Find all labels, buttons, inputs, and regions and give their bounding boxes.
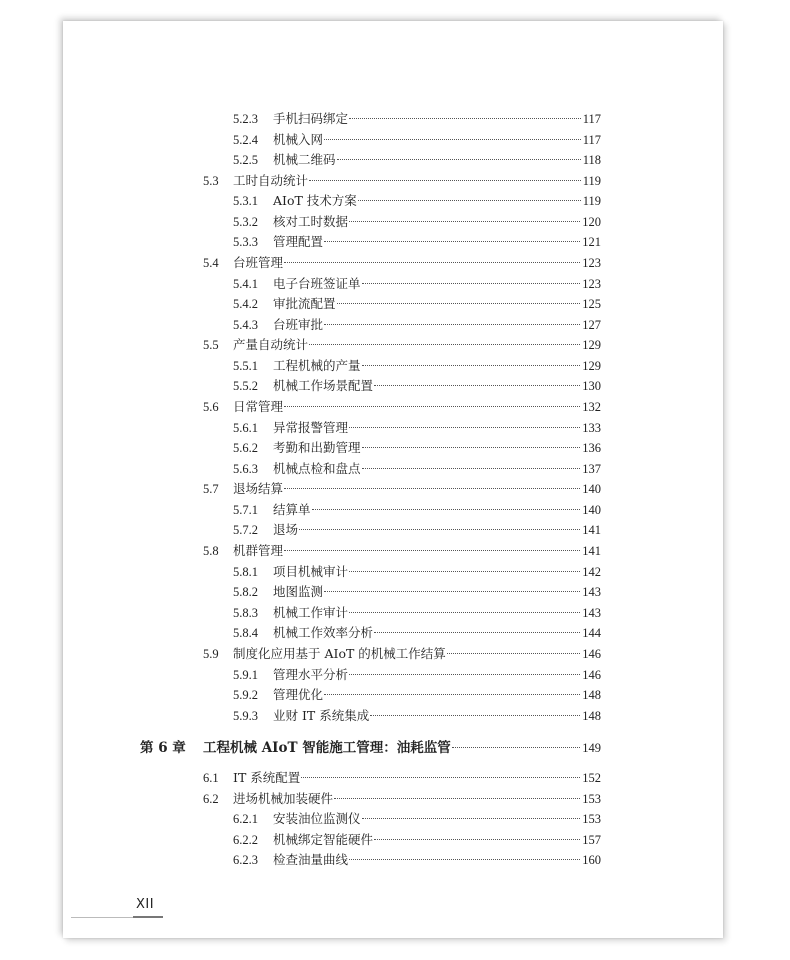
toc-entry-number: 5.3.1	[233, 194, 258, 208]
dot-leader	[349, 612, 580, 613]
toc-section-entry	[203, 645, 601, 663]
toc-subsection-entry	[233, 357, 601, 375]
toc-subsection-entry	[233, 563, 601, 581]
toc-section-entry	[203, 480, 601, 498]
toc-subsection-entry	[233, 439, 601, 457]
toc-entry-title: 台班审批	[273, 317, 324, 332]
toc-entry-number: 6.2.3	[233, 853, 258, 867]
toc-entry-number: 5.8.1	[233, 565, 258, 579]
toc-entry-title: 异常报警管理	[273, 420, 349, 435]
toc-entry-page-number: 144	[582, 626, 601, 640]
dot-leader	[309, 344, 580, 345]
toc-entry-title: 进场机械加装硬件	[233, 791, 334, 806]
toc-subsection-entry	[233, 851, 601, 869]
table-of-contents	[63, 21, 723, 938]
toc-entry-title: 管理优化	[273, 687, 324, 702]
toc-entry-page-number: 142	[582, 565, 601, 579]
toc-section-entry	[203, 542, 601, 560]
toc-entry-title: 工程机械的产量	[273, 358, 361, 373]
toc-entry-page-number: 160	[582, 853, 601, 867]
dot-leader	[452, 747, 581, 748]
toc-entry-number: 5.5.2	[233, 379, 258, 393]
toc-entry-title: 手机扫码绑定	[273, 111, 349, 126]
toc-entry-page-number: 117	[582, 112, 601, 126]
toc-entry-page-number: 123	[582, 256, 601, 270]
toc-entry-title: 日常管理	[233, 399, 284, 414]
toc-entry-page-number: 119	[582, 194, 601, 208]
toc-subsection-entry	[233, 686, 601, 704]
toc-entry-title: 管理水平分析	[273, 667, 349, 682]
toc-entry-number: 5.9.3	[233, 709, 258, 723]
toc-entry-page-number: 153	[582, 812, 601, 826]
toc-entry-page-number: 136	[582, 441, 601, 455]
toc-entry-page-number: 127	[582, 318, 601, 332]
footer-rule-thin	[71, 917, 133, 918]
toc-entry-number: 5.5	[203, 338, 219, 352]
dot-leader	[362, 283, 581, 284]
toc-entry-title: 核对工时数据	[273, 214, 349, 229]
toc-entry-number: 5.6.2	[233, 441, 258, 455]
toc-entry-title: IT 系统配置	[233, 770, 301, 785]
toc-entry-page-number: 118	[582, 153, 601, 167]
toc-entry-title: 机械绑定智能硬件	[273, 832, 374, 847]
toc-entry-page-number: 143	[582, 585, 601, 599]
dot-leader	[312, 509, 581, 510]
toc-entry-page-number: 129	[582, 338, 601, 352]
dot-leader	[349, 674, 580, 675]
toc-entry-page-number: 143	[582, 606, 601, 620]
toc-section-entry	[203, 336, 601, 354]
toc-entry-number: 6.2	[203, 792, 219, 806]
toc-subsection-entry	[233, 131, 601, 149]
toc-chapter-entry	[140, 738, 601, 758]
toc-entry-number: 5.6.3	[233, 462, 258, 476]
dot-leader	[284, 406, 580, 407]
toc-entry-page-number: 119	[582, 174, 601, 188]
toc-section-entry	[203, 398, 601, 416]
toc-subsection-entry	[233, 110, 601, 128]
toc-entry-title: 安装油位监测仪	[273, 811, 361, 826]
toc-entry-number: 5.2.5	[233, 153, 258, 167]
page-footer	[63, 889, 183, 919]
toc-entry-title: 考勤和出勤管理	[273, 440, 361, 455]
toc-entry-page-number: 157	[582, 833, 601, 847]
toc-entry-page-number: 148	[582, 688, 601, 702]
dot-leader	[299, 529, 580, 530]
dot-leader	[334, 798, 580, 799]
dot-leader	[284, 262, 580, 263]
toc-entry-page-number: 140	[582, 482, 601, 496]
dot-leader	[284, 488, 580, 489]
dot-leader	[374, 385, 580, 386]
toc-entry-number: 5.8.2	[233, 585, 258, 599]
toc-entry-page-number: 121	[582, 235, 601, 249]
toc-entry-title: 台班管理	[233, 255, 284, 270]
toc-entry-number: 6.2.1	[233, 812, 258, 826]
book-page	[63, 21, 723, 938]
toc-entry-number: 5.2.4	[233, 133, 258, 147]
toc-entry-page-number: 146	[582, 668, 601, 682]
toc-entry-number: 5.6.1	[233, 421, 258, 435]
toc-subsection-entry	[233, 316, 601, 334]
toc-section-entry	[203, 172, 601, 190]
toc-entry-number: 6.1	[203, 771, 219, 785]
toc-entry-page-number: 141	[582, 544, 601, 558]
dot-leader	[358, 200, 581, 201]
dot-leader	[362, 468, 581, 469]
toc-entry-page-number: 129	[582, 359, 601, 373]
toc-entry-title: 检查油量曲线	[273, 852, 349, 867]
toc-entry-number: 5.3	[203, 174, 219, 188]
toc-entry-number: 5.9	[203, 647, 219, 661]
toc-subsection-entry	[233, 275, 601, 293]
toc-entry-page-number: 152	[582, 771, 601, 785]
toc-entry-number: 5.8.4	[233, 626, 258, 640]
toc-entry-page-number: 141	[582, 523, 601, 537]
toc-entry-title: 项目机械审计	[273, 564, 349, 579]
toc-entry-number: 5.9.1	[233, 668, 258, 682]
toc-entry-title: 电子台班签证单	[273, 276, 361, 291]
toc-section-entry	[203, 254, 601, 272]
toc-entry-page-number: 120	[582, 215, 601, 229]
toc-entry-page-number: 140	[582, 503, 601, 517]
dot-leader	[324, 324, 580, 325]
toc-entry-number: 5.5.1	[233, 359, 258, 373]
dot-leader	[324, 139, 581, 140]
toc-entry-title: 退场结算	[233, 481, 284, 496]
toc-entry-number: 6.2.2	[233, 833, 258, 847]
toc-entry-page-number: 130	[582, 379, 601, 393]
toc-entry-title: 审批流配置	[273, 296, 336, 311]
toc-entry-number: 第 6 章	[140, 740, 186, 756]
toc-entry-number: 5.4	[203, 256, 219, 270]
toc-entry-page-number: 149	[582, 741, 601, 755]
dot-leader	[324, 694, 580, 695]
toc-entry-title: 机械二维码	[273, 152, 336, 167]
toc-entry-number: 5.3.3	[233, 235, 258, 249]
dot-leader	[362, 365, 581, 366]
toc-subsection-entry	[233, 460, 601, 478]
toc-entry-page-number: 125	[582, 297, 601, 311]
toc-entry-title: AIoT 技术方案	[273, 193, 357, 208]
dot-leader	[349, 571, 580, 572]
toc-entry-page-number: 117	[582, 133, 601, 147]
dot-leader	[284, 550, 580, 551]
toc-subsection-entry	[233, 604, 601, 622]
toc-subsection-entry	[233, 810, 601, 828]
toc-entry-title: 机械工作审计	[273, 605, 349, 620]
toc-subsection-entry	[233, 377, 601, 395]
toc-entry-title: 工时自动统计	[233, 173, 309, 188]
toc-subsection-entry	[233, 831, 601, 849]
dot-leader	[349, 221, 580, 222]
toc-subsection-entry	[233, 295, 601, 313]
toc-subsection-entry	[233, 501, 601, 519]
toc-subsection-entry	[233, 213, 601, 231]
toc-subsection-entry	[233, 583, 601, 601]
toc-entry-title: 管理配置	[273, 234, 324, 249]
toc-entry-title: 退场	[273, 522, 299, 537]
toc-subsection-entry	[233, 624, 601, 642]
dot-leader	[324, 591, 580, 592]
toc-entry-page-number: 133	[582, 421, 601, 435]
toc-entry-title: 产量自动统计	[233, 337, 309, 352]
toc-entry-title: 结算单	[273, 502, 311, 517]
toc-subsection-entry	[233, 151, 601, 169]
toc-entry-number: 5.7.2	[233, 523, 258, 537]
dot-leader	[370, 715, 580, 716]
toc-section-entry	[203, 790, 601, 808]
toc-entry-number: 5.7	[203, 482, 219, 496]
toc-subsection-entry	[233, 233, 601, 251]
dot-leader	[324, 241, 580, 242]
toc-entry-page-number: 148	[582, 709, 601, 723]
toc-entry-number: 5.7.1	[233, 503, 258, 517]
dot-leader	[447, 653, 580, 654]
toc-entry-number: 5.6	[203, 400, 219, 414]
toc-subsection-entry	[233, 419, 601, 437]
toc-section-entry	[203, 769, 601, 787]
toc-entry-title: 机械工作效率分析	[273, 625, 374, 640]
dot-leader	[309, 180, 581, 181]
toc-entry-page-number: 123	[582, 277, 601, 291]
dot-leader	[374, 632, 580, 633]
dot-leader	[374, 839, 580, 840]
toc-entry-title: 机械入网	[273, 132, 324, 147]
toc-subsection-entry	[233, 192, 601, 210]
dot-leader	[349, 118, 581, 119]
dot-leader	[362, 447, 581, 448]
toc-entry-number: 5.4.1	[233, 277, 258, 291]
toc-entry-page-number: 153	[582, 792, 601, 806]
dot-leader	[301, 777, 580, 778]
toc-entry-page-number: 132	[582, 400, 601, 414]
toc-entry-number: 5.4.3	[233, 318, 258, 332]
toc-entry-page-number: 146	[582, 647, 601, 661]
page-folio: XII	[136, 897, 155, 912]
toc-entry-number: 5.9.2	[233, 688, 258, 702]
toc-entry-title: 机群管理	[233, 543, 284, 558]
dot-leader	[337, 159, 581, 160]
footer-rule-thick	[133, 916, 163, 918]
dot-leader	[362, 818, 581, 819]
toc-entry-number: 5.4.2	[233, 297, 258, 311]
toc-entry-number: 5.8	[203, 544, 219, 558]
toc-entry-number: 5.2.3	[233, 112, 258, 126]
dot-leader	[349, 427, 580, 428]
toc-entry-title: 机械点检和盘点	[273, 461, 361, 476]
toc-entry-title: 工程机械 AIoT 智能施工管理：油耗监管	[203, 740, 451, 756]
toc-subsection-entry	[233, 707, 601, 725]
toc-entry-title: 制度化应用基于 AIoT 的机械工作结算	[233, 646, 446, 661]
toc-entry-title: 业财 IT 系统集成	[273, 708, 370, 723]
toc-entry-number: 5.3.2	[233, 215, 258, 229]
toc-entry-page-number: 137	[582, 462, 601, 476]
toc-subsection-entry	[233, 666, 601, 684]
toc-subsection-entry	[233, 521, 601, 539]
toc-entry-number: 5.8.3	[233, 606, 258, 620]
toc-entry-title: 地图监测	[273, 584, 324, 599]
toc-entry-title: 机械工作场景配置	[273, 378, 374, 393]
dot-leader	[349, 859, 580, 860]
dot-leader	[337, 303, 581, 304]
